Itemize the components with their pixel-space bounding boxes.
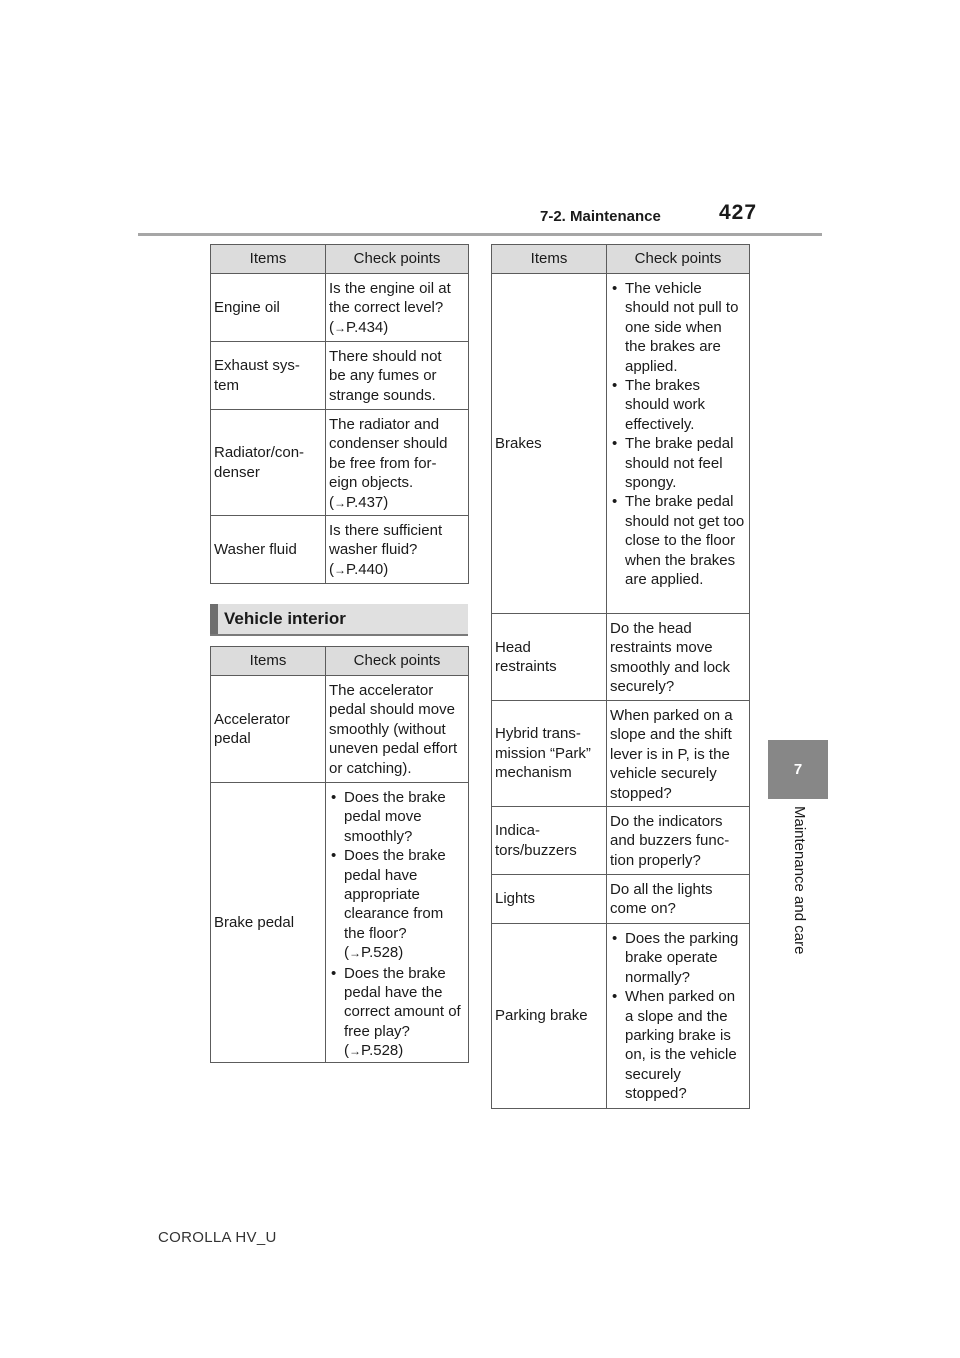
reference-page: P.434 bbox=[346, 318, 384, 336]
item-cell: Head restraints bbox=[492, 614, 607, 701]
page-number: 427 bbox=[719, 201, 758, 224]
table-row bbox=[492, 274, 750, 614]
check-point-text: Does the brake pedal have the correct amount of free play? bbox=[344, 964, 461, 1040]
reference-page: P.437 bbox=[346, 493, 384, 511]
check-point-line: smoothly and lock bbox=[610, 658, 731, 676]
check-point-cell bbox=[326, 516, 469, 584]
check-point-text: Does the parking brake operate normally? bbox=[625, 930, 739, 986]
check-point-line: When parked on a bbox=[610, 707, 733, 724]
list-item bbox=[329, 788, 465, 846]
item-cell: Radiator/con- denser bbox=[211, 410, 326, 516]
interior-checkpoints-table-continued bbox=[491, 244, 750, 1109]
table-row bbox=[492, 807, 750, 875]
check-point-line: The radiator and bbox=[329, 416, 440, 433]
check-point-line: restraints move bbox=[610, 639, 713, 657]
page-reference[interactable]: (→P.434) bbox=[329, 318, 389, 336]
item-cell: Indica- tors/buzzers bbox=[492, 807, 607, 875]
check-point-line: be any fumes or bbox=[329, 367, 437, 385]
check-point-list bbox=[610, 929, 746, 1104]
check-point-line: lever is in P, is the bbox=[610, 745, 730, 763]
page-reference[interactable]: (→P.440) bbox=[329, 560, 389, 578]
reference-page: P.528 bbox=[361, 1042, 399, 1060]
list-item bbox=[610, 987, 746, 1103]
header-divider bbox=[138, 233, 822, 236]
reference-page: P.440 bbox=[346, 560, 384, 578]
table-row bbox=[211, 274, 469, 342]
check-point-line: The accelerator bbox=[329, 682, 434, 699]
list-item bbox=[610, 434, 746, 492]
check-points-header: Check points bbox=[607, 245, 750, 274]
vehicle-interior-title: Vehicle interior bbox=[224, 609, 346, 628]
check-point-cell bbox=[607, 614, 750, 701]
section-title: 7-2. Maintenance bbox=[540, 208, 661, 225]
list-item bbox=[610, 376, 746, 434]
item-cell: Exhaust sys- tem bbox=[211, 342, 326, 410]
page-reference[interactable]: (→P.528) bbox=[344, 1042, 404, 1060]
check-point-cell bbox=[607, 924, 750, 1109]
exterior-checkpoints-table bbox=[210, 244, 469, 584]
check-point-line: Is the engine oil at bbox=[329, 280, 451, 297]
check-point-line: Do the head bbox=[610, 620, 692, 637]
list-item bbox=[329, 964, 465, 1062]
list-item bbox=[610, 279, 746, 376]
check-point-text: The vehicle should not pull to one side when the brakes are applied. bbox=[625, 280, 739, 375]
item-cell: Washer fluid bbox=[211, 516, 326, 584]
chapter-title: Maintenance and care bbox=[791, 806, 808, 955]
table-row bbox=[492, 701, 750, 807]
check-point-cell bbox=[326, 676, 469, 783]
item-cell: Brake pedal bbox=[211, 783, 326, 1063]
reference-arrow-icon: → bbox=[334, 562, 346, 577]
check-point-line: uneven pedal effort bbox=[329, 740, 458, 758]
check-point-line: smoothly (without bbox=[329, 720, 446, 738]
check-point-line: the correct level? bbox=[329, 299, 444, 317]
check-point-line: Is there sufficient bbox=[329, 522, 443, 539]
list-item bbox=[610, 929, 746, 987]
table-row bbox=[211, 783, 469, 1063]
interior-checkpoints-table bbox=[210, 646, 469, 1063]
check-point-line: condenser should bbox=[329, 435, 448, 453]
check-point-line: stopped? bbox=[610, 784, 672, 802]
check-point-cell bbox=[607, 274, 750, 614]
reference-page: P.528 bbox=[361, 944, 399, 962]
chapter-tab[interactable] bbox=[768, 740, 828, 799]
page-reference[interactable]: (→P.437) bbox=[329, 493, 389, 511]
table-row bbox=[211, 516, 469, 584]
item-cell: Engine oil bbox=[211, 274, 326, 342]
check-point-text: Does the brake pedal move smoothly? bbox=[344, 789, 446, 845]
check-point-line: slope and the shift bbox=[610, 726, 732, 744]
check-point-line: eign objects. bbox=[329, 474, 414, 492]
check-point-line: come on? bbox=[610, 900, 676, 918]
check-point-cell bbox=[326, 274, 469, 342]
heading-accent-bar bbox=[210, 604, 218, 634]
check-point-line: and buzzers func- bbox=[610, 832, 730, 850]
check-point-line: strange sounds. bbox=[329, 386, 436, 404]
check-point-cell bbox=[326, 410, 469, 516]
check-point-list bbox=[329, 788, 465, 1062]
check-points-header: Check points bbox=[326, 245, 469, 274]
reference-arrow-icon: → bbox=[334, 320, 346, 335]
chapter-number: 7 bbox=[793, 761, 803, 778]
check-point-text: When parked on a slope and the parking brake is on, is the vehicle securely stopped? bbox=[625, 988, 737, 1103]
check-point-text: The brake pedal should not feel spongy. bbox=[625, 435, 734, 492]
table-row bbox=[492, 875, 750, 924]
check-point-line: be free from for- bbox=[329, 454, 437, 472]
check-point-cell bbox=[607, 875, 750, 924]
check-point-cell bbox=[607, 807, 750, 875]
items-header: Items bbox=[211, 245, 326, 274]
list-item bbox=[610, 492, 746, 589]
check-point-text: The brake pedal should not get too close to the floor when the brakes are applied. bbox=[625, 493, 745, 589]
reference-arrow-icon: → bbox=[349, 1044, 361, 1059]
page-reference[interactable]: (→P.528) bbox=[344, 944, 404, 962]
check-point-line: pedal should move bbox=[329, 701, 455, 719]
check-point-line: or catching). bbox=[329, 759, 412, 777]
check-point-text: The brakes should work effectively. bbox=[625, 377, 706, 433]
check-point-text: Does the brake pedal have appropriate clearance from the floor? bbox=[344, 847, 446, 942]
check-point-line: washer fluid? bbox=[329, 541, 418, 559]
check-point-line: Do all the lights bbox=[610, 881, 713, 898]
item-cell: Accelerator pedal bbox=[211, 676, 326, 783]
table-row bbox=[211, 410, 469, 516]
items-header: Items bbox=[492, 245, 607, 274]
vehicle-interior-heading bbox=[210, 604, 468, 636]
check-point-line: tion properly? bbox=[610, 851, 701, 869]
table-row bbox=[211, 342, 469, 410]
reference-arrow-icon: → bbox=[349, 946, 361, 961]
table-row bbox=[492, 614, 750, 701]
item-cell: Brakes bbox=[492, 274, 607, 614]
item-cell: Hybrid trans- mission “Park” mechanism bbox=[492, 701, 607, 807]
items-header: Items bbox=[211, 647, 326, 676]
check-point-cell bbox=[326, 783, 469, 1063]
model-code: COROLLA HV_U bbox=[158, 1229, 277, 1246]
check-point-line: Do the indicators bbox=[610, 813, 723, 830]
check-points-header: Check points bbox=[326, 647, 469, 676]
check-point-cell bbox=[326, 342, 469, 410]
check-point-list bbox=[610, 279, 746, 590]
check-point-line: vehicle securely bbox=[610, 765, 717, 783]
reference-arrow-icon: → bbox=[334, 495, 346, 510]
check-point-cell bbox=[607, 701, 750, 807]
item-cell: Parking brake bbox=[492, 924, 607, 1109]
check-point-line: There should not bbox=[329, 348, 442, 365]
list-item bbox=[329, 846, 465, 963]
table-row bbox=[211, 676, 469, 783]
item-cell: Lights bbox=[492, 875, 607, 924]
check-point-line: securely? bbox=[610, 678, 675, 696]
table-row bbox=[492, 924, 750, 1109]
